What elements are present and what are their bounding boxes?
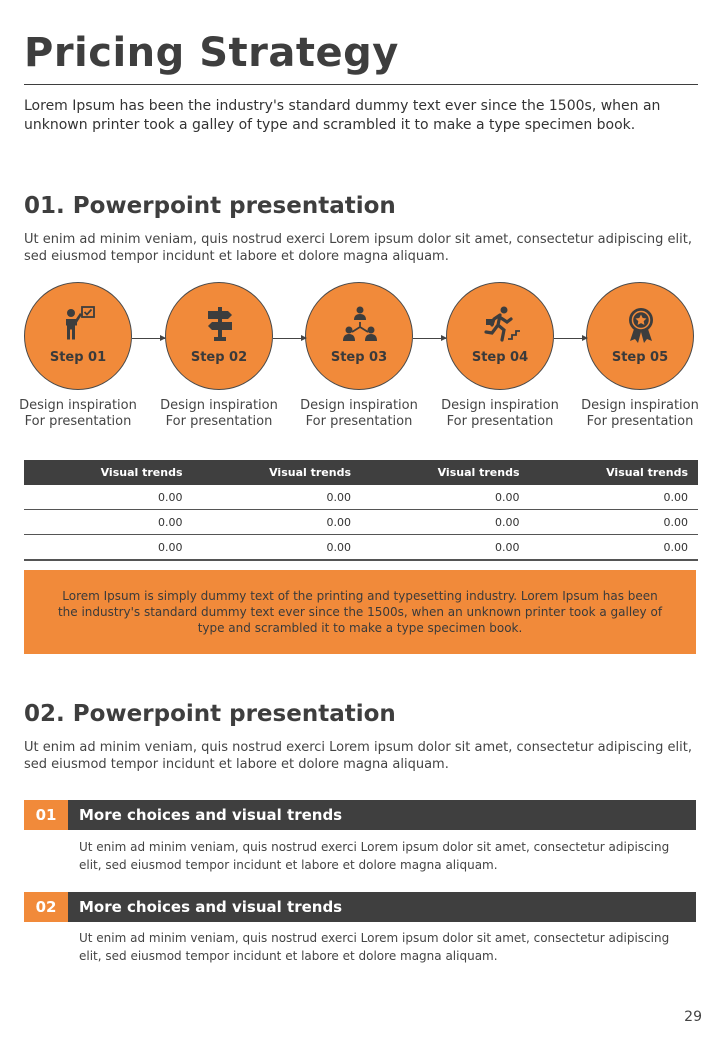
table-cell: 0.00 [530, 510, 699, 535]
feature-title: More choices and visual trends [79, 806, 343, 824]
step-1-circle [24, 282, 132, 390]
step-2-circle [165, 282, 273, 390]
arrow-connector [413, 338, 446, 339]
column-header: Visual trends [24, 460, 193, 485]
column-header: Visual trends [193, 460, 362, 485]
table-cell: 0.00 [193, 485, 362, 510]
table-cell: 0.00 [193, 510, 362, 535]
team-network-icon [341, 305, 379, 343]
running-man-icon [482, 305, 520, 343]
step-3-caption-line-2: For presentation [305, 414, 413, 429]
arrow-connector [554, 338, 587, 339]
table-cell: 0.00 [24, 485, 193, 510]
page-title: Pricing Strategy [24, 30, 399, 76]
feature-title: More choices and visual trends [79, 898, 343, 916]
table-cell: 0.00 [24, 510, 193, 535]
table-row [24, 535, 698, 561]
step-5-caption-line-1: Design inspiration [581, 398, 699, 413]
signpost-icon [201, 305, 239, 343]
step-5-caption [570, 398, 710, 430]
step-2-caption-line-1: Design inspiration [160, 398, 278, 413]
step-5-label: Step 05 [611, 350, 669, 365]
section-2-text: Ut enim ad minim veniam, quis nostrud exerci Lorem ipsum dolor sit amet, consectetur adipiscing elit, sed eiusmod tempor incidunt et labore et dolore magna aliquam. [24, 740, 692, 772]
section-1-title: 01. Powerpoint presentation [24, 193, 396, 219]
table-cell: 0.00 [530, 535, 699, 561]
column-header: Visual trends [530, 460, 699, 485]
step-3-label: Step 03 [330, 350, 388, 365]
table-cell: 0.00 [361, 535, 530, 561]
step-3-caption-line-1: Design inspiration [300, 398, 418, 413]
step-1 [8, 282, 148, 430]
page-number: 29 [684, 1009, 702, 1025]
step-4-caption-line-2: For presentation [446, 414, 554, 429]
step-1-caption-line-1: Design inspiration [19, 398, 137, 413]
step-3-circle [305, 282, 413, 390]
section-2-title: 02. Powerpoint presentation [24, 701, 396, 727]
intro-text: Lorem Ipsum has been the industry's standard dummy text ever since the 1500s, when an unknown printer took a galley of type and scrambled it to make a type specimen book. [24, 98, 661, 133]
step-4-circle [446, 282, 554, 390]
step-5 [570, 282, 710, 430]
step-4-label: Step 04 [471, 350, 529, 365]
feature-bar-2 [24, 892, 696, 922]
table-cell: 0.00 [193, 535, 362, 561]
arrow-connector [273, 338, 306, 339]
visual-trends-table [24, 460, 698, 561]
step-5-circle [586, 282, 694, 390]
step-3-caption [289, 398, 429, 430]
step-2 [149, 282, 289, 430]
feature-bar-1 [24, 800, 696, 830]
column-header: Visual trends [361, 460, 530, 485]
table-row [24, 485, 698, 510]
step-4-caption [430, 398, 570, 430]
step-1-label: Step 01 [49, 350, 107, 365]
section-1-text: Ut enim ad minim veniam, quis nostrud exerci Lorem ipsum dolor sit amet, consectetur adipiscing elit, sed eiusmod tempor incidunt et labore et dolore magna aliquam. [24, 232, 692, 264]
table-cell: 0.00 [24, 535, 193, 561]
table-header-row [24, 460, 698, 485]
step-2-caption-line-2: For presentation [165, 414, 273, 429]
table-row [24, 510, 698, 535]
step-2-label: Step 02 [190, 350, 248, 365]
step-1-caption [8, 398, 148, 430]
table-cell: 0.00 [530, 485, 699, 510]
step-5-caption-line-2: For presentation [586, 414, 694, 429]
callout-box: Lorem Ipsum is simply dummy text of the printing and typesetting industry. Lorem Ipsum has been the industry's standard dummy text ever since the 1500s, when an unknown printer took a galley of type and scrambled it to make a type specimen book. [24, 570, 696, 654]
arrow-connector [132, 338, 165, 339]
step-1-caption-line-2: For presentation [24, 414, 132, 429]
feature-text: Ut enim ad minim veniam, quis nostrud exerci Lorem ipsum dolor sit amet, consectetur adipiscing elit, sed eiusmod tempor incidunt et labore et dolore magna aliquam. [79, 931, 670, 963]
table-cell: 0.00 [361, 510, 530, 535]
presenter-icon [60, 305, 98, 343]
award-badge-icon [622, 305, 660, 343]
feature-text: Ut enim ad minim veniam, quis nostrud exerci Lorem ipsum dolor sit amet, consectetur adipiscing elit, sed eiusmod tempor incidunt et labore et dolore magna aliquam. [79, 840, 670, 872]
step-4 [430, 282, 570, 430]
feature-number: 01 [24, 800, 68, 830]
feature-number: 02 [24, 892, 68, 922]
title-divider [24, 84, 698, 85]
step-4-caption-line-1: Design inspiration [441, 398, 559, 413]
table-cell: 0.00 [361, 485, 530, 510]
step-2-caption [149, 398, 289, 430]
steps-flow [0, 282, 720, 432]
step-3 [289, 282, 429, 430]
